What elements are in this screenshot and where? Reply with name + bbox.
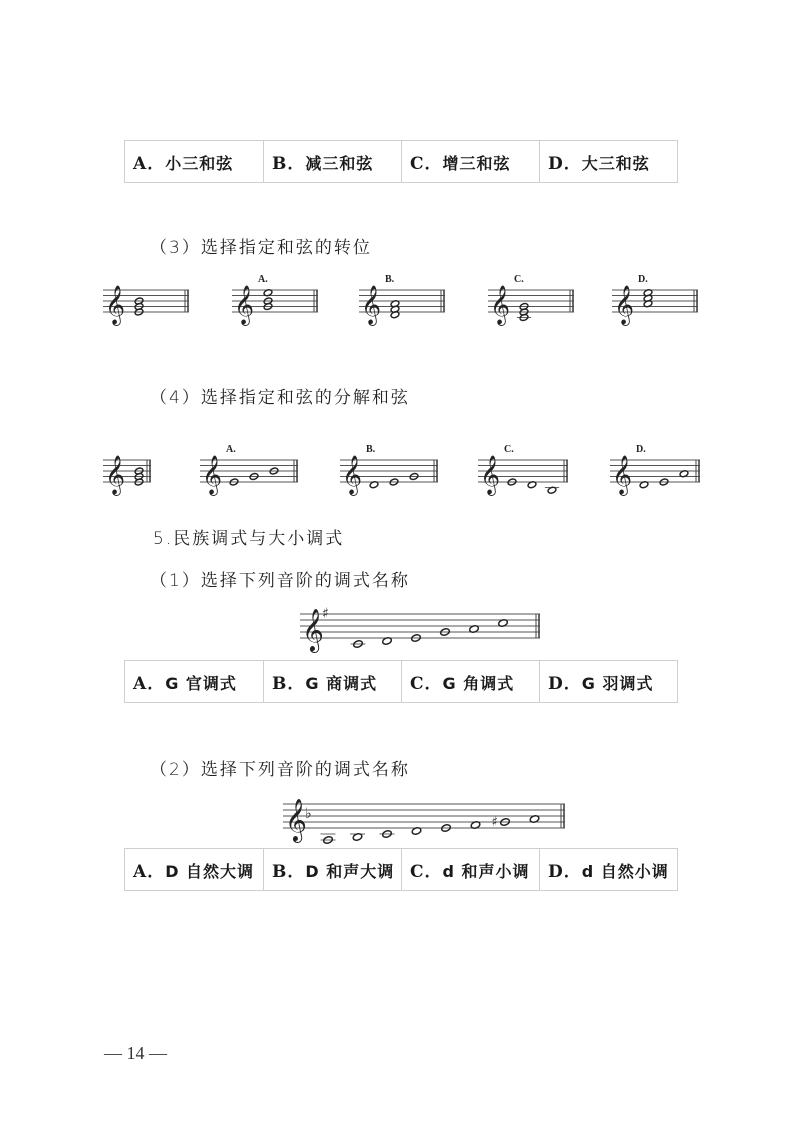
treble-clef-icon: 𝄞 <box>490 285 511 325</box>
music-staff <box>612 268 708 340</box>
option-text: 大三和弦 <box>581 154 650 173</box>
staff-option-label: D. <box>636 444 646 455</box>
music-staff <box>488 268 584 340</box>
option-d[interactable] <box>540 141 678 183</box>
page-number: — 14 — <box>104 1043 167 1063</box>
question-3-label: （3）选择指定和弦的转位 <box>150 238 372 258</box>
treble-clef-icon: 𝄞 <box>105 285 126 325</box>
music-staff <box>103 268 199 340</box>
flat-key-signature-icon: ♭ <box>305 806 312 822</box>
staff-option-label: A. <box>258 274 268 285</box>
option-c[interactable] <box>402 849 540 891</box>
treble-clef-icon: 𝄞 <box>480 455 501 495</box>
option-c[interactable] <box>402 141 540 183</box>
option-letter: C． <box>410 862 443 882</box>
option-text: G 商调式 <box>305 674 378 693</box>
option-b[interactable] <box>264 141 402 183</box>
mode-options-table-1 <box>124 660 678 703</box>
music-staff <box>232 268 328 340</box>
treble-clef-icon: 𝄞 <box>614 285 635 325</box>
treble-clef-icon: 𝄞 <box>302 607 324 651</box>
option-letter: A． <box>133 154 166 174</box>
staff-option-label: C. <box>504 444 514 455</box>
option-letter: C． <box>410 154 443 174</box>
option-letter: B． <box>272 674 306 694</box>
option-text: D 和声大调 <box>305 862 395 881</box>
staff-option-label: B. <box>385 274 395 285</box>
chord-type-options-table <box>124 140 678 183</box>
option-letter: B． <box>272 862 306 882</box>
option-c[interactable] <box>402 661 540 703</box>
treble-clef-icon: 𝄞 <box>342 455 363 495</box>
music-staff <box>283 782 575 856</box>
staff-option-label: B. <box>366 444 376 455</box>
option-letter: D． <box>548 154 582 174</box>
option-letter: A． <box>133 862 166 882</box>
treble-clef-icon: 𝄞 <box>285 797 307 841</box>
treble-clef-icon: 𝄞 <box>612 455 633 495</box>
option-letter: A． <box>133 674 166 694</box>
option-text: d 自然小调 <box>581 862 669 881</box>
option-b[interactable] <box>264 661 402 703</box>
section-5-question-2-label: （2）选择下列音阶的调式名称 <box>150 760 410 780</box>
option-a[interactable] <box>125 141 264 183</box>
mode-options-table-2 <box>124 848 678 891</box>
option-a[interactable] <box>125 849 264 891</box>
option-b[interactable] <box>264 849 402 891</box>
sharp-accidental-icon: ♯ <box>491 815 498 830</box>
sharp-key-signature-icon: ♯ <box>322 606 329 622</box>
option-text: 增三和弦 <box>442 154 511 173</box>
option-text: G 官调式 <box>165 674 237 693</box>
music-staff <box>103 438 161 510</box>
music-staff <box>300 592 550 666</box>
option-letter: C． <box>410 674 443 694</box>
option-text: 小三和弦 <box>165 154 234 173</box>
section-5-title: 5.民族调式与大小调式 <box>153 529 345 549</box>
option-letter: D． <box>548 674 582 694</box>
staff-option-label: A. <box>226 444 236 455</box>
option-d[interactable] <box>540 849 678 891</box>
option-text: d 和声小调 <box>442 862 530 881</box>
option-letter: B． <box>272 154 306 174</box>
staff-option-label: C. <box>514 274 524 285</box>
treble-clef-icon: 𝄞 <box>361 285 382 325</box>
option-d[interactable] <box>540 661 678 703</box>
question-4-label: （4）选择指定和弦的分解和弦 <box>150 388 410 408</box>
treble-clef-icon: 𝄞 <box>234 285 255 325</box>
music-staff <box>340 438 448 510</box>
music-staff <box>478 438 578 510</box>
music-staff <box>200 438 308 510</box>
section-5-question-1-label: （1）选择下列音阶的调式名称 <box>150 571 410 591</box>
staff-option-label: D. <box>638 274 648 285</box>
music-staff <box>610 438 710 510</box>
treble-clef-icon: 𝄞 <box>202 455 223 495</box>
option-text: G 羽调式 <box>581 674 654 693</box>
option-letter: D． <box>548 862 582 882</box>
option-text: G 角调式 <box>442 674 515 693</box>
treble-clef-icon: 𝄞 <box>105 455 126 495</box>
option-text: 减三和弦 <box>305 154 374 173</box>
music-staff <box>359 268 455 340</box>
option-text: D 自然大调 <box>165 862 255 881</box>
option-a[interactable] <box>125 661 264 703</box>
